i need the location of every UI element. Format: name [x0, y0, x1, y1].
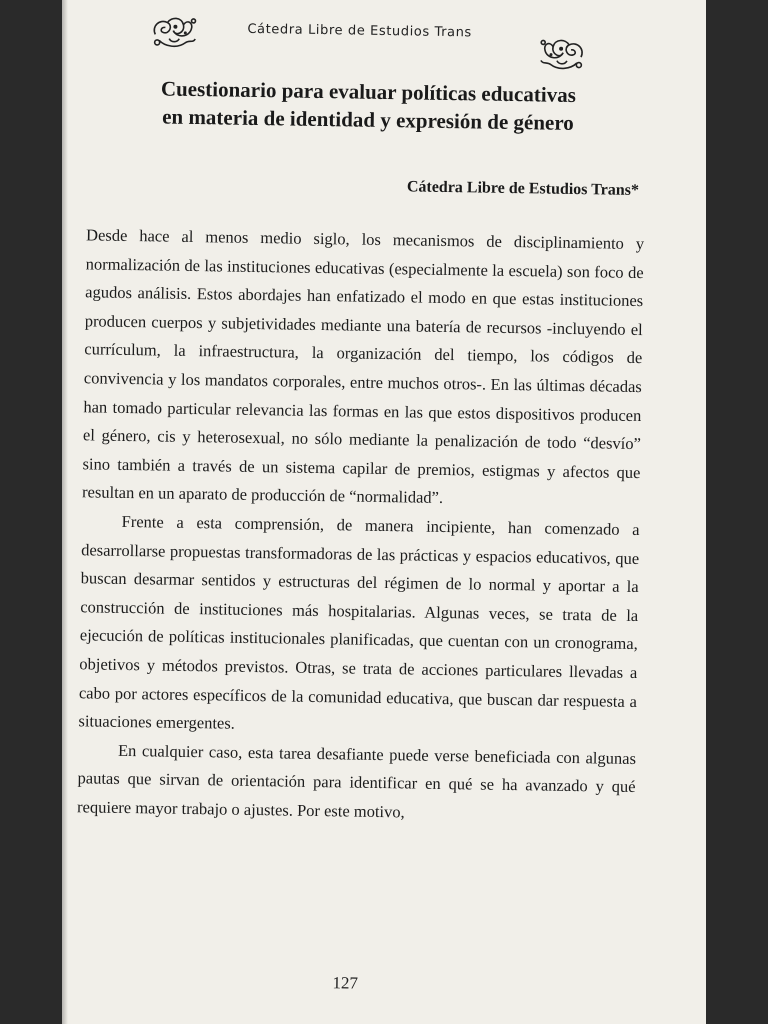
article-title-line-1: Cuestionario para evaluar políticas educativas: [160, 76, 577, 107]
book-page: [62, 0, 706, 1024]
page-number: 127: [332, 973, 359, 993]
article-author: Cátedra Libre de Estudios Trans*: [406, 178, 640, 199]
page-content: [62, 0, 706, 1024]
running-head-title: Cátedra Libre de Estudios Trans: [247, 21, 472, 41]
article-body: [77, 221, 644, 830]
article-title: [128, 74, 609, 138]
article-title-line-2: en materia de identidad y expresión de género: [161, 104, 574, 135]
paragraph-2: Frente a esta comprensión, de manera incipiente, han comenzado a desarrollarse propuestas transformadoras de las prácticas y espacios educativos, que buscan desarmar sentidos y estructuras del régimen de lo normal y aportar a la construcción de instituciones más hospitalarias. Algunas veces, se trata de la ejecución de políticas institucionales planificadas, que cuentan con un cronograma, objetivos y métodos previstos. Otras, se trata de acciones particulares llevadas a cabo por actores específicos de la comunidad educativa, que buscan dar respuesta a situaciones emergentes.: [78, 511, 640, 733]
running-header: [149, 10, 590, 61]
floral-ornament-icon: [537, 34, 588, 75]
paragraph-1: Desde hace al menos medio siglo, los mecanismos de disciplinamiento y normalización de las instituciones educativas (especialmente la escuela) son foco de agudos análisis. Estos abordajes han enfatizado el modo en que estas instituciones producen cuerpos y subjetividades mediante una batería de recursos -incluyendo el currículum, la infraestructura, la organización del tiempo, los códigos de convivencia y los mandatos corporales, entre muchos otros-. En las últimas décadas han tomado particular relevancia las formas en las que estos dispositivos producen el género, cis y heterosexual, no sólo mediante la penalización de todo “desvío” sino también a través de un sistema capilar de premios, estigmas y afectos que resultan en un aparato de producción de “normalidad”.: [81, 225, 645, 508]
floral-ornament-icon: [149, 12, 200, 53]
paragraph-3: En cualquier caso, esta tarea desafiante puede verse beneficiada con algunas pautas que sirvan de orientación para identificar en qué se ha avanzado y qué requiere mayor trabajo o ajustes. Por este motivo,: [76, 740, 637, 822]
